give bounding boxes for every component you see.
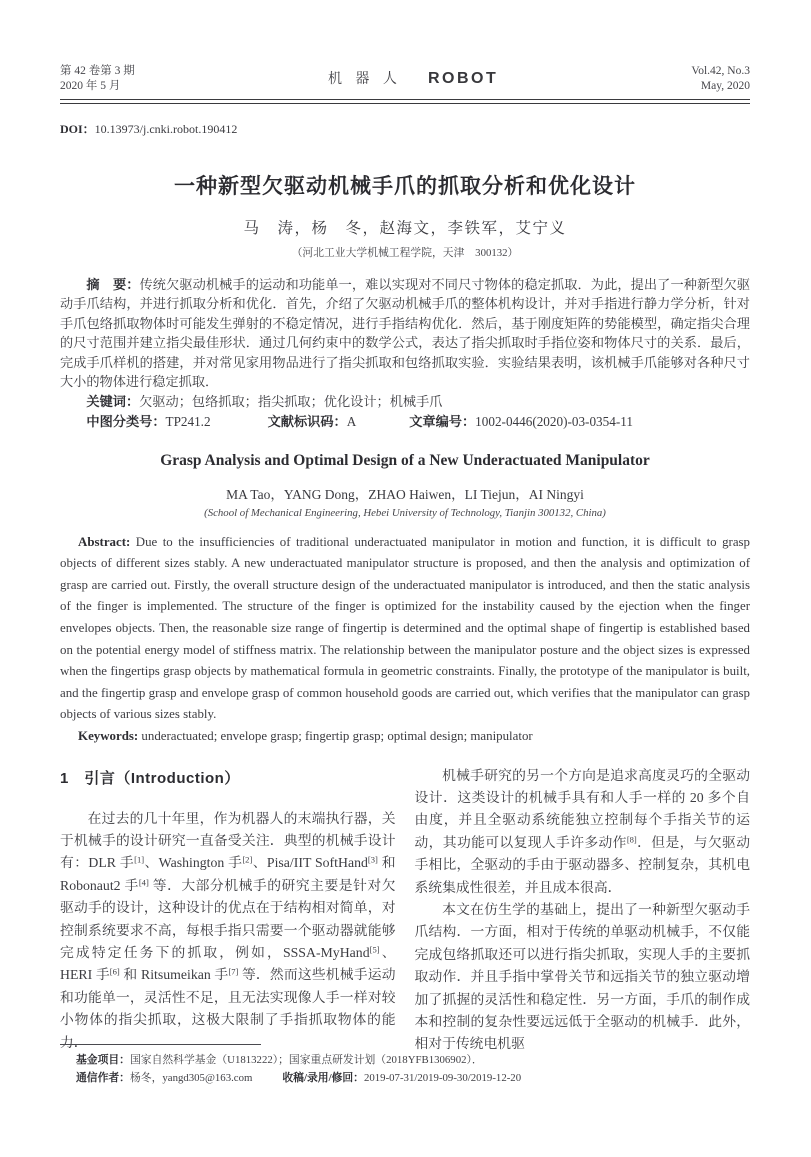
issue-volume-en: Vol.42, No.3	[691, 65, 750, 77]
doi-line	[60, 120, 750, 137]
left-column	[60, 765, 396, 1054]
issue-date-cn: 2020 年 5 月	[60, 80, 121, 92]
keywords-en	[60, 726, 750, 748]
keywords-cn-label: 关键词：	[86, 394, 140, 410]
issue-volume-cn: 第 42 卷第 3 期	[60, 65, 135, 77]
corresponding-author-label: 通信作者：	[76, 1071, 130, 1084]
body-paragraph: 机械手研究的另一个方向是追求高度灵巧的全驱动设计．这类设计的机械手具有和人手一样的 20 多个自由度，并且全驱动系统能独立控制每个手指关节的运动，其功能可以复现人手许多动作[8]．但是，与欠驱动手相比，全驱动的手由于驱动器多、控制复杂，其机电系统集成性很差，并且成本很高．	[414, 767, 751, 895]
funding-text: 国家自然科学基金（U1813222）；国家重点研发计划（2018YFB1306902）．	[129, 1054, 483, 1066]
article-title-en: Grasp Analysis and Optimal Design of a New Underactuated Manipulator	[160, 451, 650, 469]
abstract-en	[60, 532, 750, 726]
clc-line	[60, 412, 750, 432]
issue-info-en	[691, 64, 750, 94]
section-heading-introduction: 1 引言（Introduction）	[60, 769, 240, 787]
journal-header	[60, 64, 750, 94]
body-paragraph: 本文在仿生学的基础上，提出了一种新型欠驱动手爪结构．一方面，相对于传统的单驱动机械手，不仅能完成包络抓取还可以进行指尖抓取，实现人手的主要抓取动作．并且手指中掌骨关节和远指关节的独立驱动增加了抓握的灵活性和稳定性．另一方面，手爪的制作成本和控制的复杂性要远远低于全驱动的机械手．此外，相对于传统电机驱	[414, 902, 750, 1052]
keywords-en-text: underactuated; envelope grasp; fingertip grasp; optimal design; manipulator	[138, 729, 533, 743]
abstract-en-text: Due to the insufficiencies of traditional underactuated manipulator in motion and function, it is difficult to grasp objects of different sizes stably. A new underactuated manipulator structure is proposed, and then the analysis and optimization of grasp are carried out. Firstly, the overall structure design of the underactuated manipulator is introduced, and then the static analysis of the finger is implemented. The structure of the finger is optimized for the instability caused by the ejection when the finger envelopes objects. Then, the reasonable size range of fingertip is determined and the optimal shape of fingertip is established based on the potential energy model of stiffness matrix. The relationship between the manipulator posture and the object sizes is expressed when the fingertips grasp objects by mathematical formula in geometric constraints. Finally, the prototype of the manipulator is built, and the fingertip grasp and envelope grasp of common household goods are carried out, which verifies that the manipulator can grasp objects of various sizes stably.	[60, 534, 750, 722]
doi-label: DOI：	[60, 121, 95, 136]
body-columns	[60, 765, 750, 1056]
issue-date-en: May, 2020	[700, 80, 750, 92]
funding-label: 基金项目：	[76, 1054, 130, 1066]
footnote	[60, 1044, 750, 1087]
corresponding-author-text: 杨冬，yangd305@163.com	[129, 1071, 253, 1084]
authors-cn: 马 涛，杨 冬，赵海文，李铁军，艾宁义	[243, 219, 567, 237]
keywords-cn	[60, 392, 750, 412]
body-paragraph: 在过去的几十年里，作为机器人的末端执行器，关于机械手的设计研究一直备受关注．典型的机械手设计有：DLR 手[1]、Washington 手[2]、Pisa/IIT SoftHand[3] 和 Robonaut2 手[4] 等．大部分机械手的研究主要是针对欠驱动手的设计，这种设计的优点在于结构相对简单，对控制系统要求不高，每根手指只需要一个驱动器就能够完成特定任务下的抓取，例如，SSSA-MyHand[5]、HERI 手[6] 和 Ritsumeikan 手[7] 等．然而这些机械手运动和功能单一，灵活性不足，且无法实现像人手一样对较小物体的指尖抓取，这极大限制了手指抓取物体的能力．	[60, 810, 396, 1050]
footnote-rule	[60, 1044, 261, 1045]
clc-number: 中图分类号：TP241.2	[86, 413, 211, 429]
journal-name-cn: 机 器 人	[327, 72, 402, 87]
affiliation-en: (School of Mechanical Engineering, Hebei University of Technology, Tianjin 300132, China)	[204, 506, 606, 519]
keywords-cn-text: 欠驱动；包络抓取；指尖抓取；优化设计；机械手爪	[139, 394, 443, 410]
abstract-cn	[60, 275, 750, 393]
keywords-en-label: Keywords:	[78, 729, 139, 743]
dates-label: 收稿/录用/修回：	[282, 1071, 364, 1084]
journal-title	[328, 64, 498, 88]
dates-text: 2019-07-31/2019-09-30/2019-12-20	[363, 1071, 522, 1084]
abstract-en-label: Abstract:	[78, 534, 131, 549]
affiliation-cn: （河北工业大学机械工程学院，天津 300132）	[291, 246, 519, 259]
article-title-cn: 一种新型欠驱动机械手爪的抓取分析和优化设计	[174, 174, 636, 198]
header-rule	[60, 99, 750, 104]
footnote-funding	[60, 1052, 750, 1070]
document-code: 文献标识码：A	[267, 413, 357, 429]
doi-value: 10.13973/j.cnki.robot.190412	[94, 121, 238, 136]
authors-en: MA Tao，YANG Dong，ZHAO Haiwen，LI Tiejun，AI Ningyi	[226, 486, 584, 502]
abstract-cn-label: 摘 要：	[86, 276, 140, 292]
abstract-cn-text: 传统欠驱动机械手的运动和功能单一，难以实现对不同尺寸物体的稳定抓取．为此，提出了一种新型欠驱动手爪结构，并进行抓取分析和优化．首先，介绍了欠驱动机械手爪的整体机构设计，并对手指进行静力学分析，针对手爪包络抓取物体时可能发生弹射的不稳定情况，进行手指结构优化．然后，基于刚度矩阵的势能模型，确定指尖合理的尺寸范围并建立指尖最佳形状．通过几何约束中的数学公式，表达了指尖抓取时手指位姿和物体尺寸的关系．最后，完成手爪样机的搭建，并对常见家用物品进行了指尖抓取和包络抓取实验．实验结果表明，该机械手爪能够对各种尺寸大小的物体进行稳定抓取．	[60, 276, 751, 390]
issue-info-cn	[60, 64, 135, 94]
journal-name-en: ROBOT	[427, 70, 499, 87]
right-column	[415, 765, 751, 1056]
footnote-author	[60, 1070, 750, 1088]
article-id: 文章编号：1002-0446(2020)-03-0354-11	[409, 413, 633, 429]
